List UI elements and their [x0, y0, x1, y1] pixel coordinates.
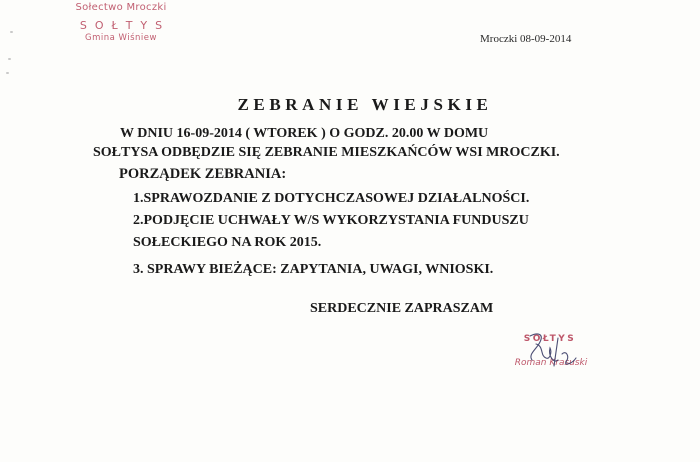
document-date: Mroczki 08-09-2014 — [480, 33, 572, 45]
invitation-line: SERDECZNIE ZAPRASZAM — [310, 301, 494, 316]
village-stamp — [56, 2, 186, 43]
agenda-item: 2.PODJĘCIE UCHWAŁY W/S WYKORZYSTANIA FUNDUSZU — [133, 213, 529, 228]
stamp-line-village: Sołectwo Mroczki — [75, 2, 167, 13]
handwritten-signature — [510, 330, 590, 378]
agenda-item-continuation: SOŁECKIEGO NA ROK 2015. — [133, 235, 322, 250]
meeting-when: W DNIU 16-09-2014 ( WTOREK ) O GODZ. 20.00 W DOMU — [120, 126, 489, 141]
agenda-item: 3. SPRAWY BIEŻĄCE: ZAPYTANIA, UWAGI, WNIOSKI. — [133, 262, 494, 277]
scan-speck — [6, 72, 9, 74]
scan-speck — [8, 58, 11, 60]
scan-speck — [10, 31, 13, 33]
signature-role: SOŁTYS — [523, 334, 577, 344]
agenda-heading: PORZĄDEK ZEBRANIA: — [119, 166, 287, 182]
document-title: ZEBRANIE WIEJSKIE — [237, 95, 493, 114]
stamp-line-gmina: Gmina Wiśniew — [85, 33, 157, 43]
stamp-line-role: SOŁTYS — [79, 19, 171, 32]
meeting-who: SOŁTYSA ODBĘDZIE SIĘ ZEBRANIE MIESZKAŃCÓW WSI MROCZKI. — [93, 145, 560, 160]
agenda-item: 1.SPRAWOZDANIE Z DOTYCHCZASOWEJ DZIAŁALNOŚCI. — [133, 191, 530, 206]
signature-name: Roman Krasuski — [514, 358, 588, 368]
